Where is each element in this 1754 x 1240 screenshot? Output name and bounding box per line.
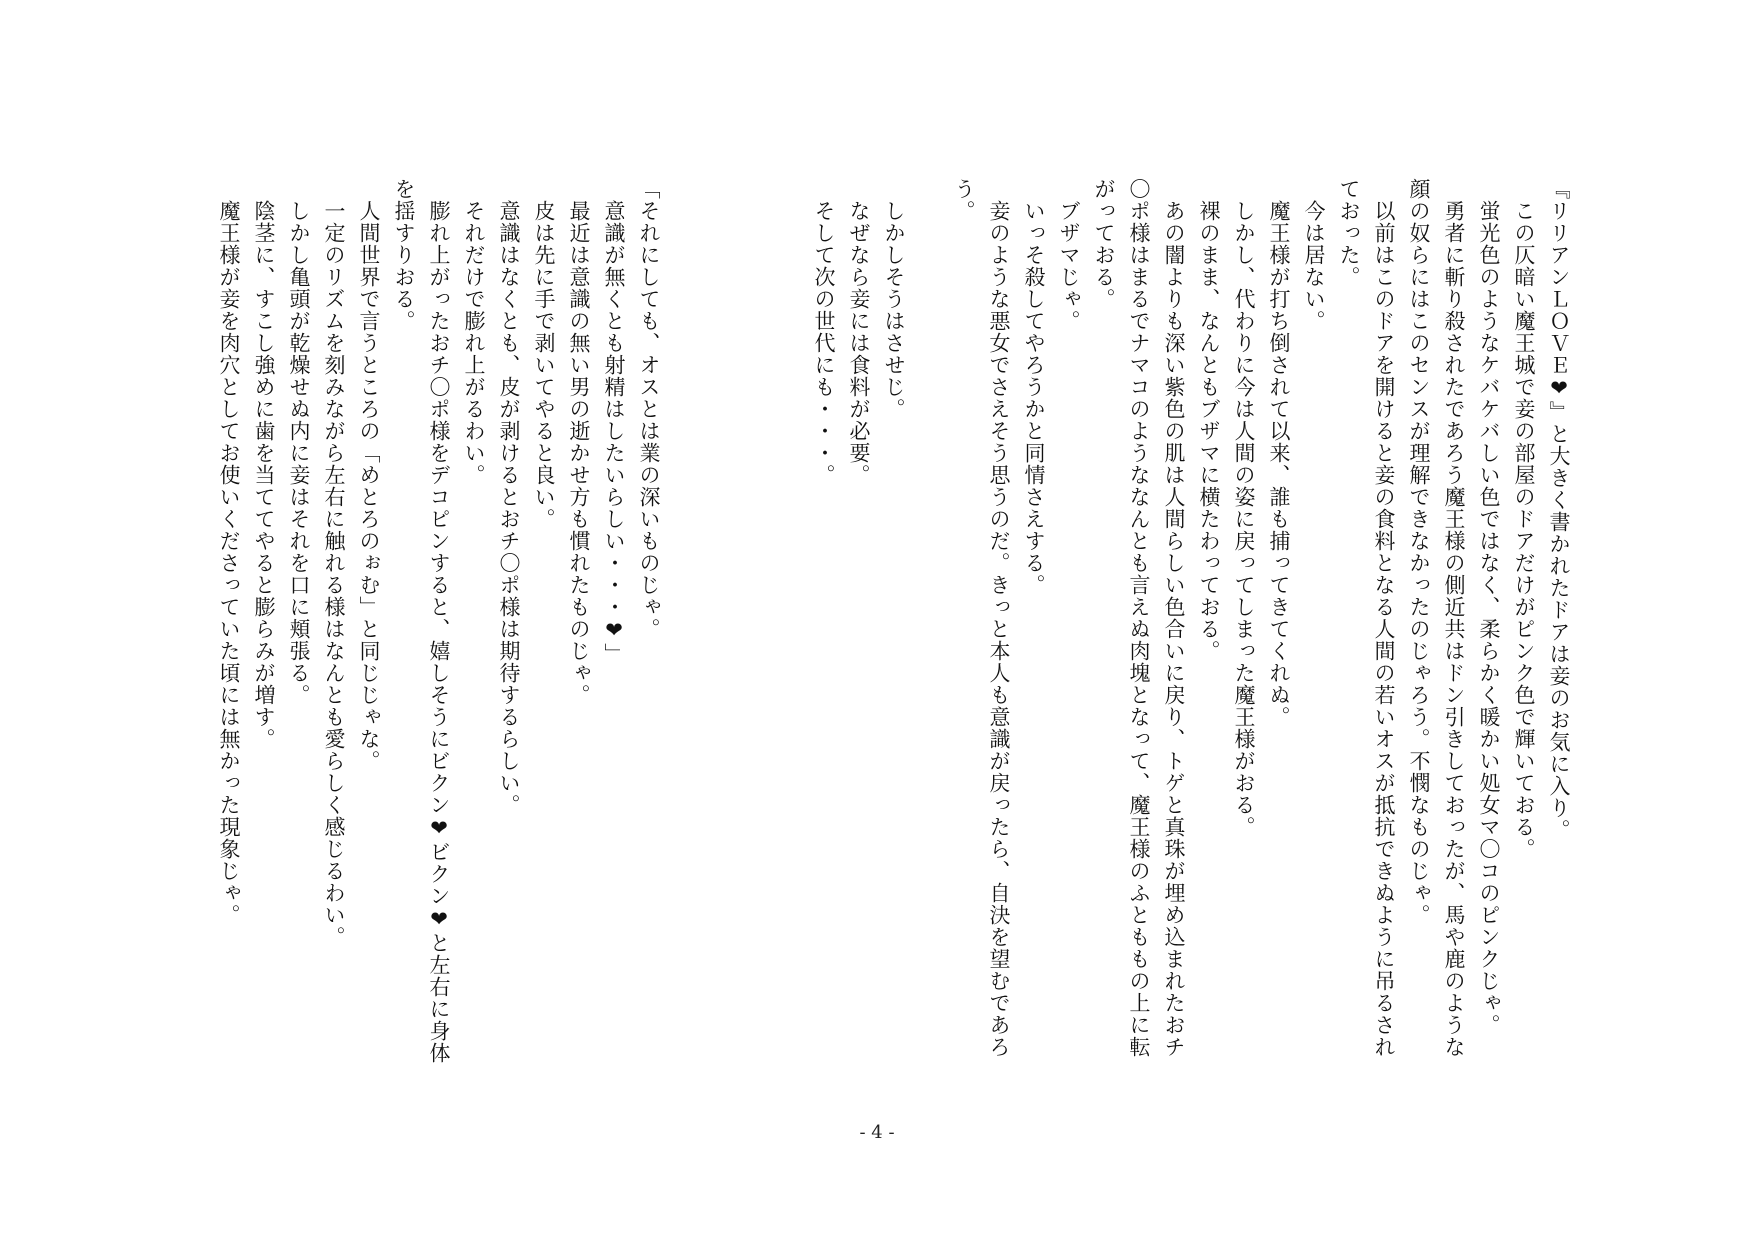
text-line: 顔の奴らにはこのセンスが理解できなかったのじゃろう。不憫なものじゃ。 <box>1407 178 1431 926</box>
text-line: 意識が無くとも射精はしたいらしい・・・❤」 <box>602 178 626 665</box>
text-line: う。 <box>952 178 976 222</box>
text-line: それだけで膨れ上がるわい。 <box>462 178 486 486</box>
blank-line <box>736 178 771 1078</box>
text-line: 膨れ上がったおチ〇ポ様をデコピンすると、嬉しそうにビクン❤ビクン❤と左右に身体 <box>427 178 451 1064</box>
page-number: - 4 - <box>859 1122 895 1143</box>
vertical-text-body <box>211 178 1576 1078</box>
text-line: 最近は意識の無い男の逝かせ方も慣れたものじゃ。 <box>567 178 591 706</box>
text-line: この仄暗い魔王城で妾の部屋のドアだけがピンク色で輝いておる。 <box>1512 178 1536 860</box>
text-line: がっておる。 <box>1092 178 1116 310</box>
text-line: ブザマじゃ。 <box>1057 178 1081 332</box>
text-line: 蛍光色のようなケバケバしい色ではなく、柔らかく暖かい処女マ〇コのピンクじゃ。 <box>1477 178 1501 1036</box>
blank-line <box>666 178 701 1078</box>
text-line: 一定のリズムを刻みながら左右に触れる様はなんとも愛らしく感じるわい。 <box>322 178 346 948</box>
text-line: しかしそうはさせじ。 <box>882 178 906 420</box>
text-line: 裸のまま、なんともブザマに横たわっておる。 <box>1197 178 1221 662</box>
text-line: 皮は先に手で剥いてやると良い。 <box>532 178 556 530</box>
text-line: 『リリアンＬＯＶＥ❤』と大きく書かれたドアは妾のお気に入り。 <box>1547 178 1571 841</box>
text-line: 〇ポ様はまるでナマコのようななんとも言えぬ肉塊となって、魔王様のふとももの上に転 <box>1127 178 1151 1058</box>
text-line: 魔王様が打ち倒されて以来、誰も捕ってきてくれぬ。 <box>1267 178 1291 728</box>
text-line: いっそ殺してやろうかと同情さえする。 <box>1022 178 1046 596</box>
text-line: 魔王様が妾を肉穴としてお使いくださっていた頃には無かった現象じゃ。 <box>217 178 241 926</box>
text-line: 勇者に斬り殺されたであろう魔王様の側近共はドン引きしておったが、馬や鹿のような <box>1442 178 1466 1058</box>
text-line: 人間世界で言うところの「めとろのぉむ」と同じじゃな。 <box>357 178 381 772</box>
blank-line <box>701 178 736 1078</box>
text-line: 以前はこのドアを開けると妾の食料となる人間の若いオスが抵抗できぬように吊るされ <box>1372 178 1396 1058</box>
text-line: 「それにしても、オスとは業の深いものじゃ。 <box>637 178 661 640</box>
text-line: 陰茎に、すこし強めに歯を当ててやると膨らみが増す。 <box>252 178 276 750</box>
text-line: そして次の世代にも・・・。 <box>812 178 836 486</box>
text-line: 今は居ない。 <box>1302 178 1326 332</box>
blank-line <box>771 178 806 1078</box>
text-line: を揺すりおる。 <box>392 178 416 332</box>
text-line: ておった。 <box>1337 178 1361 288</box>
text-line: しかし、代わりに今は人間の姿に戻ってしまった魔王様がおる。 <box>1232 178 1256 838</box>
text-line: あの闇よりも深い紫色の肌は人間らしい色合いに戻り、トゲと真珠が埋め込まれたおチ <box>1162 178 1186 1058</box>
text-line: 妾のような悪女でさえそう思うのだ。きっと本人も意識が戻ったら、自決を望むであろ <box>987 178 1011 1058</box>
text-line: なぜなら妾には食料が必要。 <box>847 178 871 486</box>
text-line: しかし亀頭が乾燥せぬ内に妾はそれを口に頬張る。 <box>287 178 311 706</box>
text-line: 意識はなくとも、皮が剥けるとおチ〇ポ様は期待するらしい。 <box>497 178 521 816</box>
blank-line <box>911 178 946 1078</box>
